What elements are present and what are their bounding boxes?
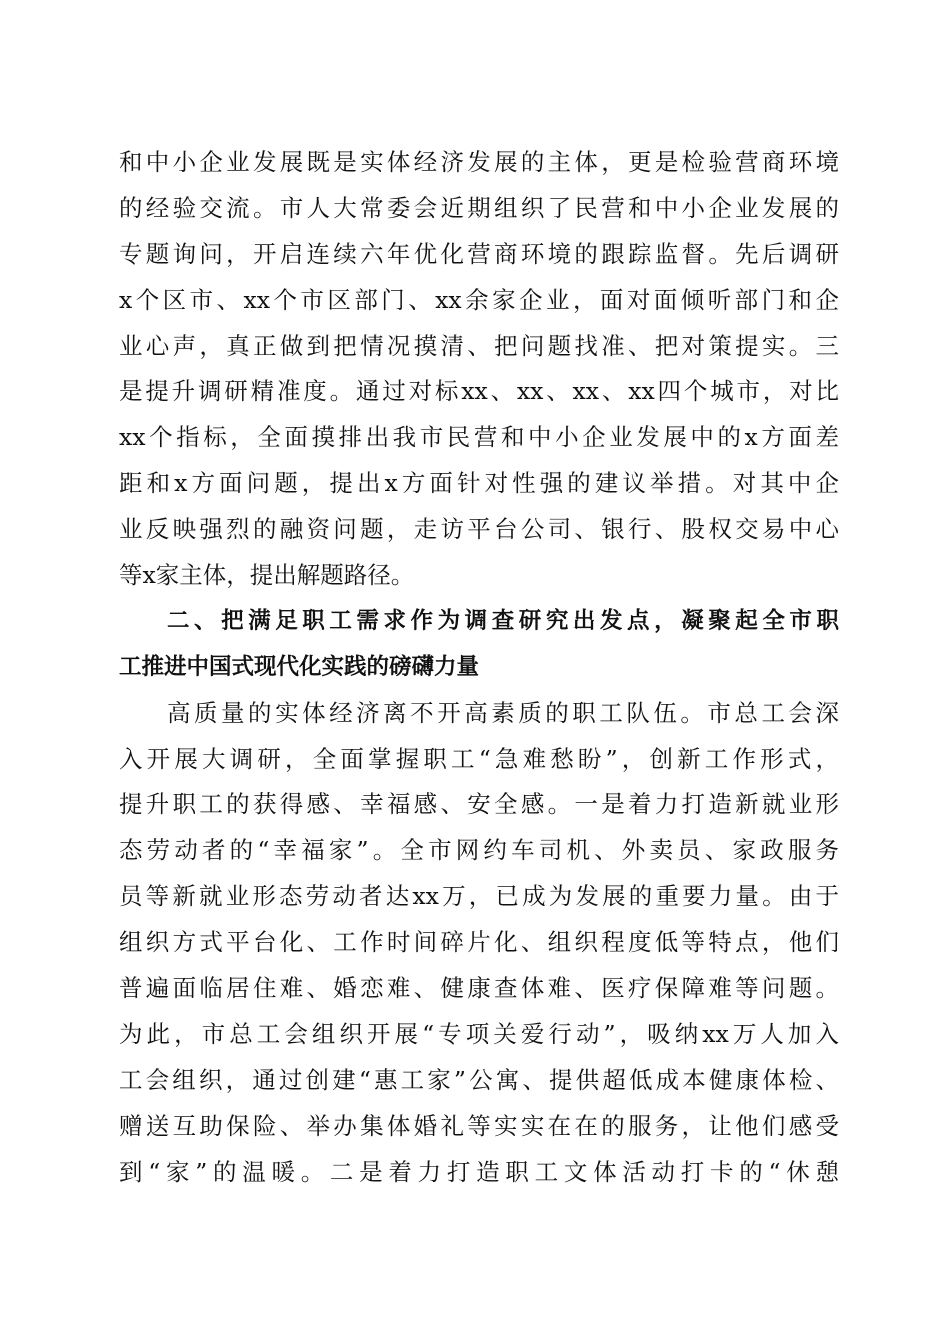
text-line: 和中小企业发展既是实体经济发展的主体，更是检验营商环境	[119, 148, 839, 176]
heading-line: 二、把满足职工需求作为调查研究出发点，凝聚起全市职	[167, 607, 839, 634]
paragraph-continued	[119, 140, 839, 599]
text-line: 普遍面临居住难、婚恋难、健康查体难、医疗保障难等问题。	[119, 974, 839, 1003]
document-body	[119, 140, 839, 1195]
text-line: 组织方式平台化、工作时间碎片化、组织程度低等特点，他们	[119, 928, 839, 957]
text-line: 专题询问，开启连续六年优化营商环境的跟踪监督。先后调研	[119, 239, 839, 268]
text-line: 员等新就业形态劳动者达xx万，已成为发展的重要力量。由于	[119, 882, 839, 911]
text-line: 入开展大调研，全面掌握职工“急难愁盼”，创新工作形式，	[119, 744, 839, 773]
text-line: 的经验交流。市人大常委会近期组织了民营和中小企业发展的	[119, 193, 839, 222]
text-line: 赠送互助保险、举办集体婚礼等实实在在的服务，让他们感受	[119, 1111, 839, 1140]
text-line: x个区市、xx个市区部门、xx余家企业，面对面倾听部门和企	[119, 285, 839, 314]
text-line: 业心声，真正做到把情况摸清、把问题找准、把对策提实。三	[119, 331, 839, 360]
text-line: 距和x方面问题，提出x方面针对性强的建议举措。对其中企	[119, 469, 839, 498]
heading-line: 工推进中国式现代化实践的磅礴力量	[119, 653, 480, 680]
text-line: 工会组织，通过创建“惠工家”公寓、提供超低成本健康体检、	[119, 1065, 839, 1094]
text-line: xx个指标，全面摸排出我市民营和中小企业发展中的x方面差	[119, 423, 839, 452]
text-line: 等x家主体，提出解题路径。	[119, 561, 415, 590]
text-line: 是提升调研精准度。通过对标xx、xx、xx、xx四个城市，对比	[119, 377, 839, 406]
text-line: 态劳动者的“幸福家”。全市网约车司机、外卖员、家政服务	[119, 836, 839, 865]
text-line: 业反映强烈的融资问题，走访平台公司、银行、股权交易中心	[119, 515, 839, 544]
text-line: 为此，市总工会组织开展“专项关爱行动”，吸纳xx万人加入	[119, 1019, 839, 1048]
section-heading	[119, 599, 839, 691]
text-line: 到“家”的温暖。二是着力打造职工文体活动打卡的“休憩	[119, 1157, 839, 1186]
text-line: 提升职工的获得感、幸福感、安全感。一是着力打造新就业形	[119, 790, 839, 819]
text-line: 高质量的实体经济离不开高素质的职工队伍。市总工会深	[167, 698, 839, 727]
paragraph	[119, 691, 839, 1196]
